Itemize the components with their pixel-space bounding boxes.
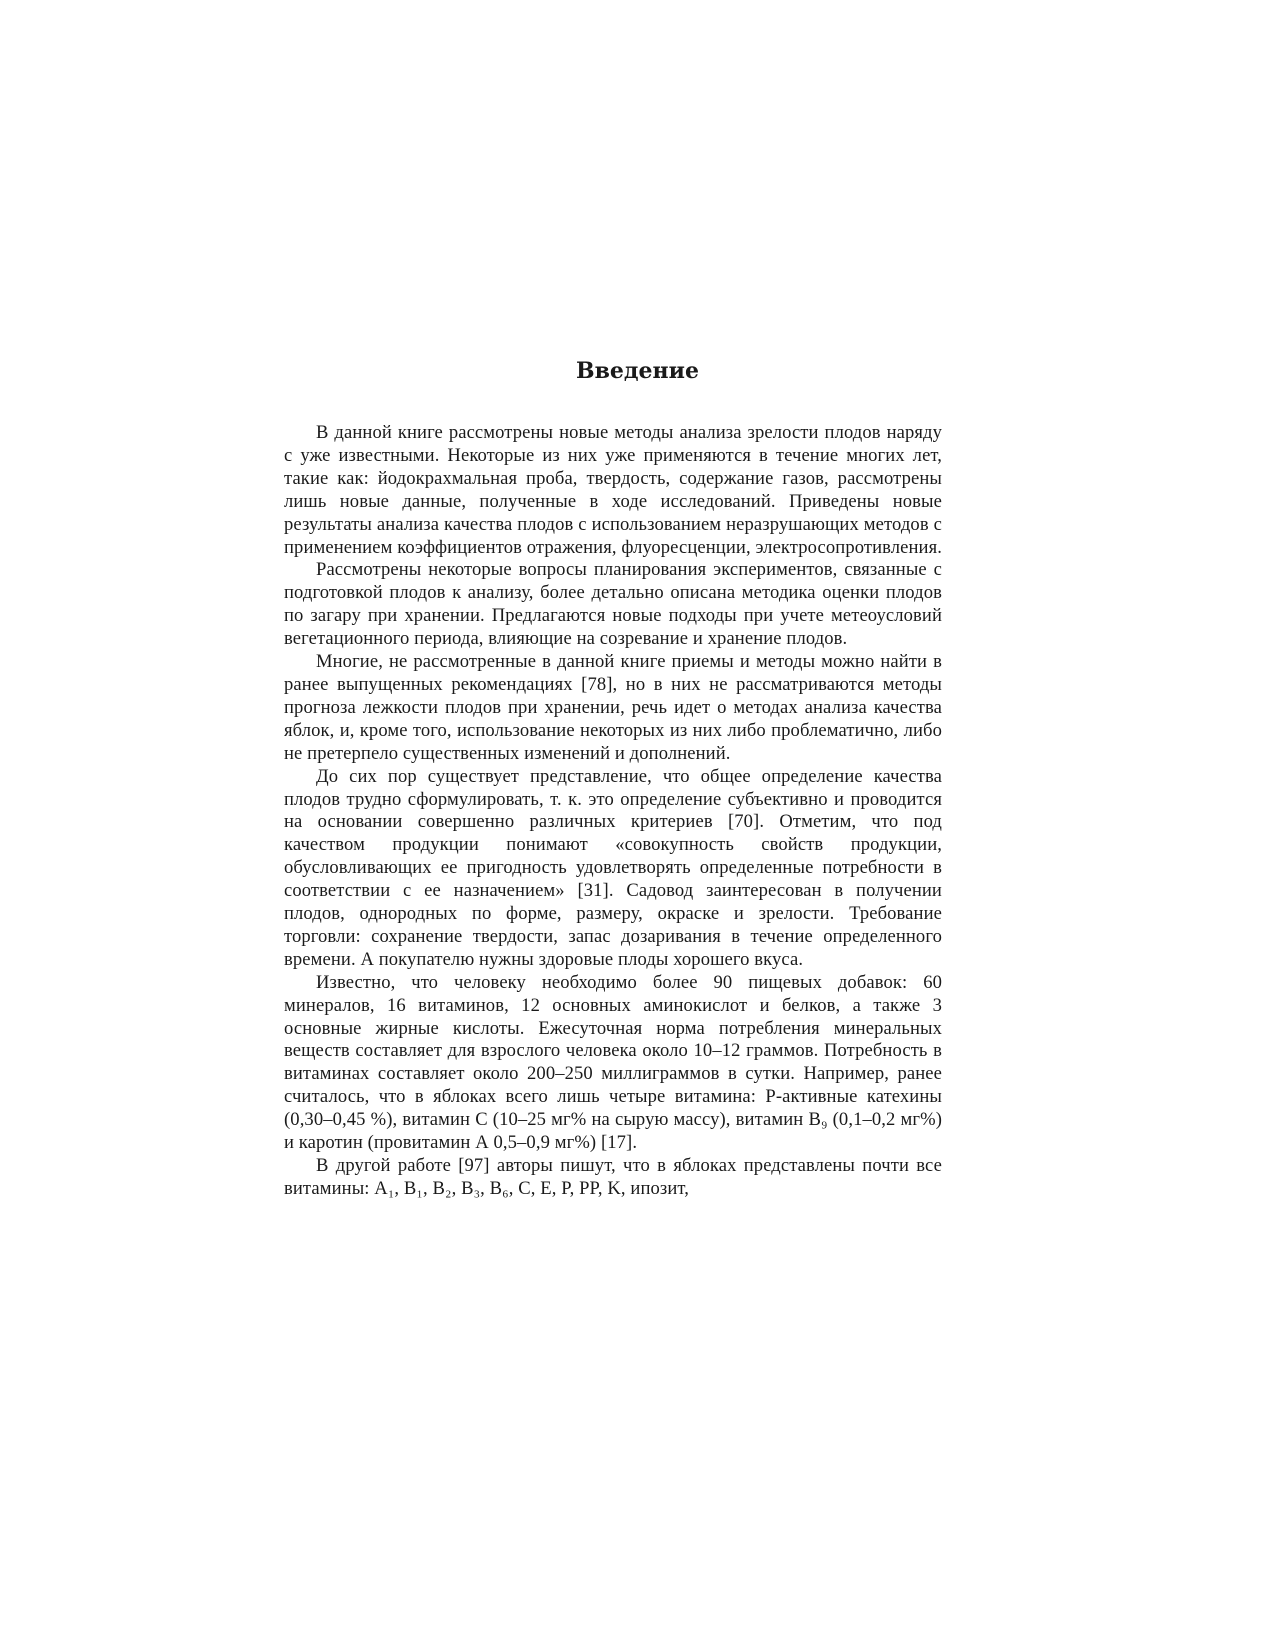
paragraph-nutrition: Известно, что человеку необходимо более 90 пищевых добавок: 60 минералов, 16 витаминов, 12 основных аминокислот и белков, а также 3 основные жирные кислоты. Ежесуточная норма потребления минеральных веществ составляет для взрослого человека около 10–12 граммов. Потребность в витаминах составляет около 200–250 миллиграммов в сутки. Например, ранее считалось, что в яблоках всего лишь четыре витамина: Р-активные катехины (0,30–0,45 %), витамин С (10–25 мг% на сырую массу), витамин B₉ (0,1–0,2 мг%) и каротин (провитамин А 0,5–0,9 мг%) [17]. xyxy=(284,971,942,1154)
paragraph-intro: В данной книге рассмотрены новые методы анализа зрелости плодов наряду с уже известными. Некоторые из них уже применяются в течение многих лет, такие как: йодокрахмальная проба, твердость, содержание газов, рассмотрены лишь новые данные, полученные в ходе исследований. Приведены новые результаты анализа качества плодов с использованием неразрушающих методов с применением коэффициентов отражения, флуоресценции, электросопротивления. xyxy=(284,422,943,558)
body-text xyxy=(284,422,942,1201)
paragraph-vitamins: В другой работе [97] авторы пишут, что в яблоках представлены почти все витамины: A₁, B₁, B₂, B₃, B₆, C, E, P, PP, K, ипозит, xyxy=(284,1155,942,1199)
paragraph-quality-definition: До сих пор существует представление, что общее определение качества плодов трудно сформулировать, т. к. это определение субъективно и проводится на основании совершенно различных критериев [70]. Отметим, что под качеством продукции понимают «совокупность свойств продукции, обусловливающих ее пригодность удовлетворять определенные потребности в соответствии с ее назначением» [31]. Садовод заинтересован в получении плодов, однородных по форме, размеру, окраске и зрелости. Требование торговли: сохранение твердости, запас дозаривания в течение определенного времени. А покупателю нужны здоровые плоды хорошего вкуса. xyxy=(284,765,942,970)
paragraph-recommendations: Многие, не рассмотренные в данной книге приемы и методы можно найти в ранее выпущенных рекомендациях [78], но в них не рассматриваются методы прогноза лежкости плодов при хранении, речь идет о методах анализа качества яблок, и, кроме того, использование некоторых из них либо проблематично, либо не претерпело существенных изменений и дополнений. xyxy=(284,651,942,764)
page-title: Введение xyxy=(576,358,699,384)
paragraph-experiments: Рассмотрены некоторые вопросы планирования экспериментов, связанные с подготовкой плодов к анализу, более детально описана методика оценки плодов по загару при хранении. Предлагаются новые подходы при учете метеоусловий вегетационного периода, влияющие на созревание и хранение плодов. xyxy=(284,559,942,650)
